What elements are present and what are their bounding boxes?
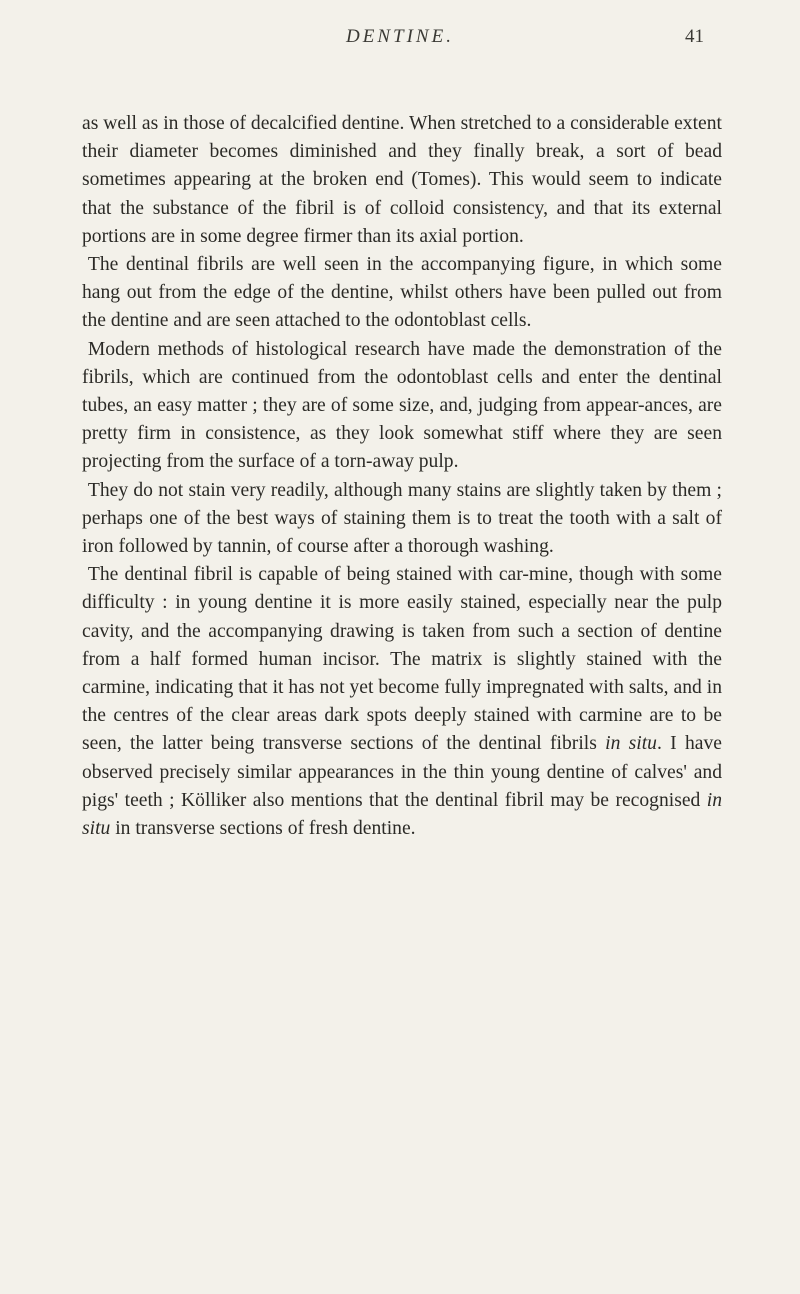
page-number: 41 xyxy=(685,26,704,47)
running-title: DENTINE. xyxy=(346,26,454,47)
paragraph xyxy=(82,561,722,843)
paragraph xyxy=(82,110,722,251)
running-head xyxy=(0,26,800,66)
text-run: The dentinal fibrils are well seen in the accompanying figure, in which some hang out from the edge of the dentine, whilst others have been pulled out from the dentine and are seen attached to the odontoblast cells. xyxy=(82,254,722,332)
text-run: Modern methods of histological research have made the demonstration of the fibrils, which are continued from the odontoblast cells and enter the dentinal tubes, an easy matter ; they are of some size, and, judging from appear-ances, are pretty firm in consistence, as they look somewhat stiff where they are seen projecting from the surface of a torn-away pulp. xyxy=(82,338,722,473)
paragraph xyxy=(82,336,722,477)
paragraph xyxy=(82,251,722,336)
paragraph xyxy=(82,477,722,562)
text-run: as well as in those of decalcified dentine. When stretched to a considerable extent their diameter becomes diminished and they finally break, a sort of bead sometimes appearing at the broken end (Tomes). This would seem to indicate that the substance of the fibril is of colloid consistency, and that its external portions are in some degree firmer than its axial portion. xyxy=(82,113,722,247)
italic-term: in situ xyxy=(82,789,722,840)
text-run: They do not stain very readily, although many stains are slightly taken by them ; perhaps one of the best ways of staining them is to treat the tooth with a salt of iron followed by tannin, of course after a thorough washing. xyxy=(82,479,722,558)
body-text xyxy=(82,110,722,843)
text-run: in transverse sections of fresh dentine. xyxy=(110,818,416,840)
italic-term: in situ xyxy=(605,733,657,755)
text-run: . I have observed precisely similar appearances in the thin young dentine of calves' and pigs' teeth ; Kölliker also mentions that the dentinal fibril may be recognised xyxy=(82,733,722,811)
text-run: The dentinal fibril is capable of being stained with car-mine, though with some difficulty : in young dentine it is more easily stained, especially near the pulp cavity, and the accompanying drawing is taken from such a section of dentine from a half formed human incisor. The matrix is slightly stained with the carmine, indicating that it has not yet become fully impregnated with salts, and in the centres of the clear areas dark spots deeply stained with carmine are to be seen, the latter being transverse sections of the dentinal fibrils xyxy=(82,564,722,755)
